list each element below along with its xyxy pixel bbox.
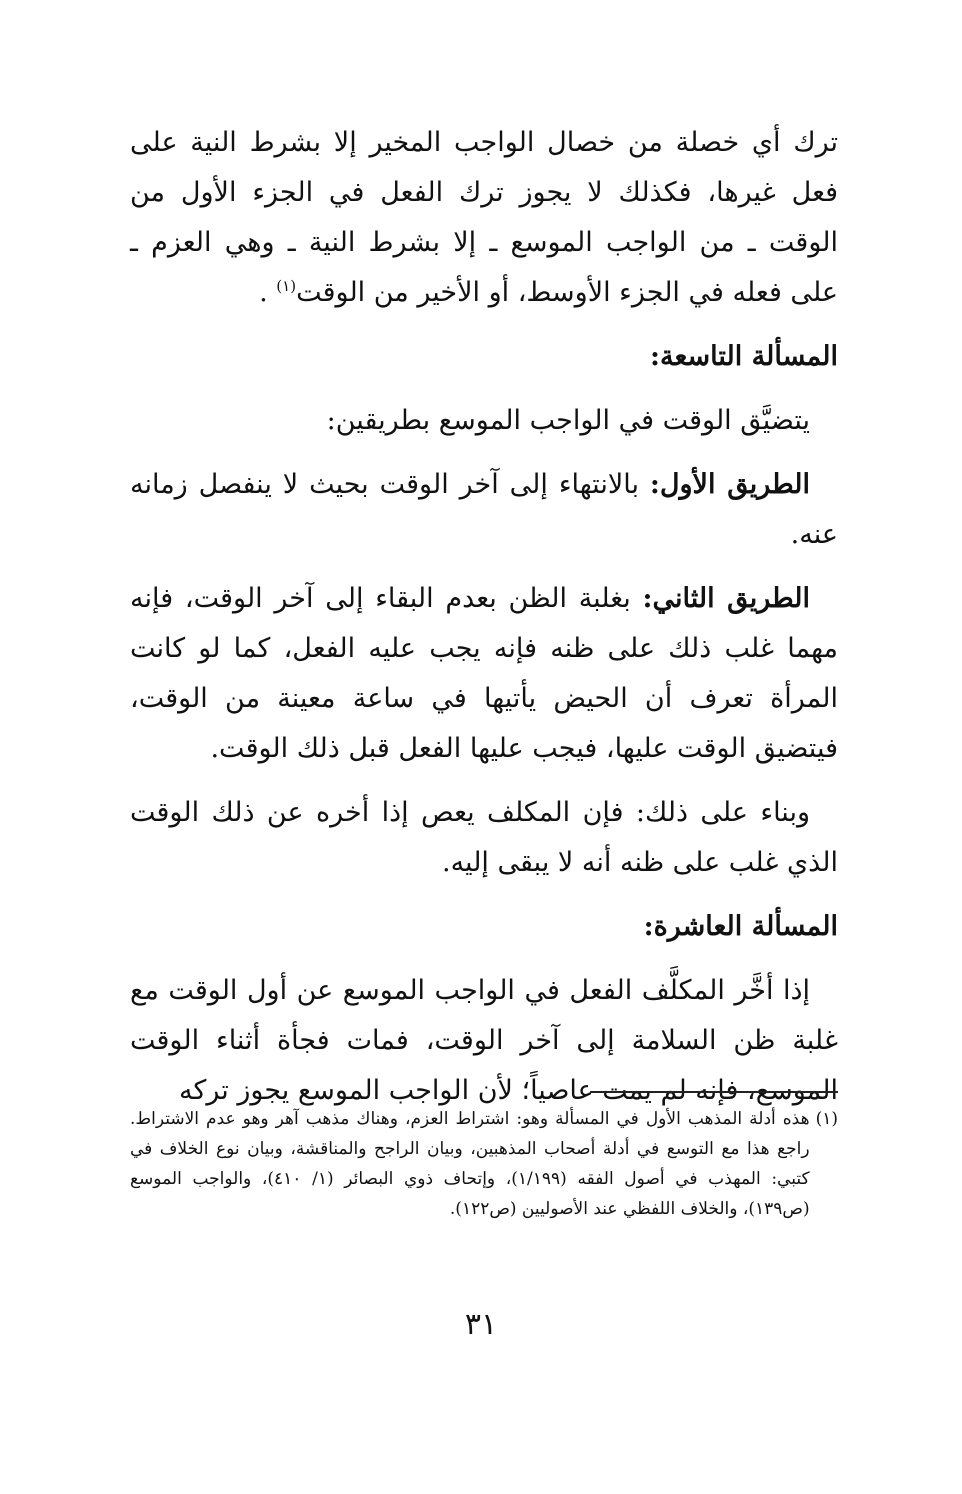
- main-text: [130, 118, 838, 1130]
- footnote: [130, 1104, 838, 1224]
- paragraph-6: إذا أخَّر المكلَّف الفعل في الواجب الموسع عن أول الوقت مع غلبة ظن السلامة إلى آخر الوقت، فمات فجأة أثناء الوقت الموسع، فإنه لم يمت عاصياً؛ لأن الواجب الموسع يجوز تركه: [130, 975, 838, 1106]
- first-way-text: بالانتهاء إلى آخر الوقت بحيث لا ينفصل زمانه عنه.: [130, 469, 838, 550]
- first-way-label: الطريق الأول:: [649, 469, 810, 500]
- paragraph-3: [130, 460, 838, 560]
- paragraph-1-end: .: [259, 277, 277, 308]
- paragraph-2: يتضيَّق الوقت في الواجب الموسع بطريقين:: [326, 405, 810, 436]
- footnote-number: (١): [815, 1109, 838, 1129]
- heading-ninth-issue: المسألة التاسعة:: [650, 341, 838, 372]
- heading-tenth-issue: المسألة العاشرة:: [643, 911, 838, 942]
- page-number: ٣١: [464, 1307, 498, 1342]
- footnote-text: هذه أدلة المذهب الأول في المسألة وهو: اشتراط العزم، وهناك مذهب آهر وهو عدم الاشتراط. راجع هذا مع التوسع في أدلة أصحاب المذهبين، وبيان الراجح والمناقشة، وبيان نوع الخلاف في كتبي: المهذب في أصول الفقه (١/١٩٩)، وإتحاف ذوي البصائر (١/ ٤١٠)، والواجب الموسع (ص١٣٩)، والخلاف اللفظي عند الأصوليين (ص١٢٢).: [130, 1109, 810, 1219]
- paragraph-4: [130, 574, 838, 774]
- paragraph-5: وبناء على ذلك: فإن المكلف يعص إذا أخره عن ذلك الوقت الذي غلب على ظنه أنه لا يبقى إليه.: [130, 797, 838, 878]
- footnote-reference: (١): [276, 277, 297, 295]
- paragraph-1-text: ترك أي خصلة من خصال الواجب المخير إلا بشرط النية على فعل غيرها، فكذلك لا يجوز ترك الفعل في الجزء الأول من الوقت ـ من الواجب الموسع ـ إلا بشرط النية ـ وهي العزم ـ على فعله في الجزء الأوسط، أو الأخير من الوقت: [130, 127, 838, 308]
- footnote-divider: [590, 1091, 838, 1093]
- paragraph-1: [130, 118, 838, 318]
- second-way-text: بغلبة الظن بعدم البقاء إلى آخر الوقت، فإنه مهما غلب ذلك على ظنه فإنه يجب عليه الفعل، كما لو كانت المرأة تعرف أن الحيض يأتيها في ساعة معينة من الوقت، فيتضيق الوقت عليها، فيجب عليها الفعل قبل ذلك الوقت.: [130, 583, 838, 764]
- second-way-label: الطريق الثاني:: [642, 583, 810, 614]
